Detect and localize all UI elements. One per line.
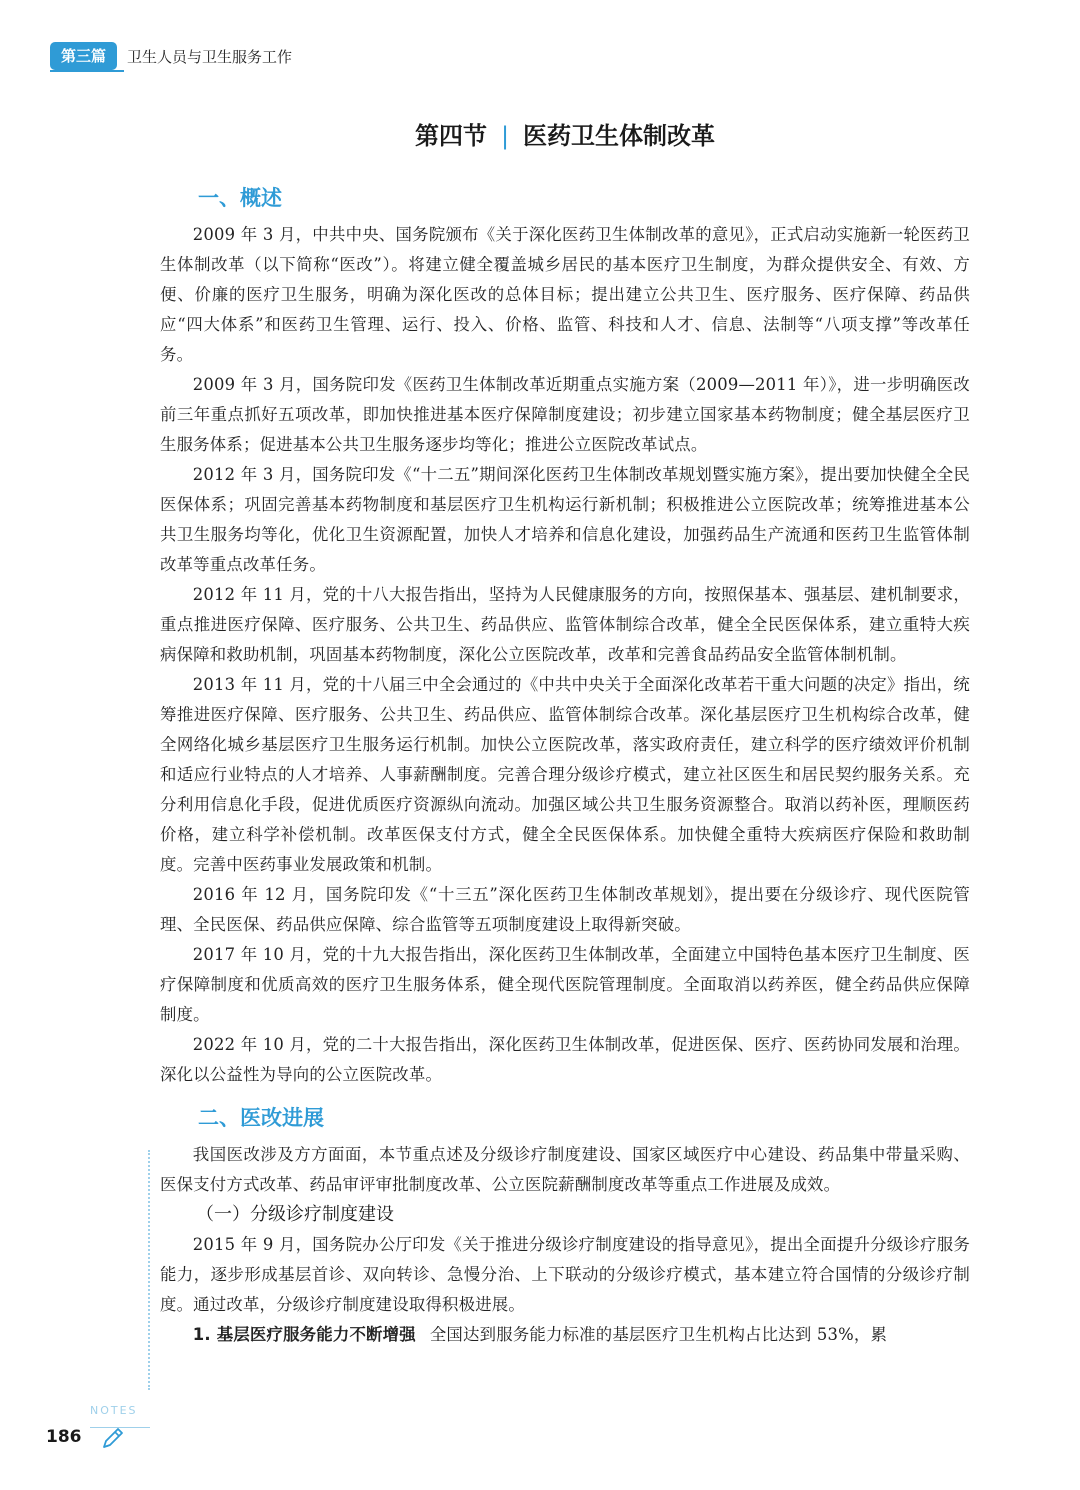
- heading-progress: 二、医改进展: [198, 1106, 324, 1130]
- page-number: 186: [46, 1427, 82, 1447]
- section-name: 医药卫生体制改革: [523, 122, 716, 150]
- point-heading: 1. 基层医疗服务能力不断增强: [192, 1325, 416, 1344]
- part-title: 卫生人员与卫生服务工作: [127, 47, 293, 66]
- title-separator: |: [500, 122, 510, 150]
- paragraph: 2009 年 3 月，中共中央、国务院颁布《关于深化医药卫生体制改革的意见》，正式启动实施新一轮医药卫生体制改革（以下简称“医改”）。将建立健全覆盖城乡居民的基本医疗卫生制度，为群众提供安全、有效、方便、价廉的医疗卫生服务，明确为深化医改的总体目标；提出建立公共卫生、医疗服务、医疗保障、药品供应“四大体系”和医药卫生管理、运行、投入、价格、监管、科技和人才、信息、法制等“八项支撑”等改革任务。: [160, 225, 970, 364]
- subheading-tiered-care: （一）分级诊疗制度建设: [196, 1204, 394, 1225]
- section-title: [0, 116, 1080, 151]
- paragraph: 2015 年 9 月，国务院办公厅印发《关于推进分级诊疗制度建设的指导意见》，提出全面提升分级诊疗服务能力，逐步形成基层首诊、双向转诊、急慢分治、上下联动的分级诊疗模式，基本建立符合国情的分级诊疗制度。通过改革，分级诊疗制度建设取得积极进展。: [160, 1235, 970, 1314]
- notes-label: NOTES: [90, 1404, 138, 1417]
- paragraph: 2009 年 3 月，国务院印发《医药卫生体制改革近期重点实施方案（2009—2011 年）》，进一步明确医改前三年重点抓好五项改革，即加快推进基本医疗保障制度建设；初步建立国家基本药物制度；健全基层医疗卫生服务体系；促进基本公共卫生服务逐步均等化；推进公立医院改革试点。: [160, 375, 970, 454]
- page-body: [160, 178, 970, 1350]
- paragraph: 2012 年 11 月，党的十八大报告指出，坚持为人民健康服务的方向，按照保基本、强基层、建机制要求，重点推进医疗保障、医疗服务、公共卫生、药品供应、监管体制综合改革，健全全民医保体系，建立重特大疾病保障和救助机制，巩固基本药物制度，深化公立医院改革，改革和完善食品药品安全监管体制机制。: [160, 585, 970, 664]
- paragraph: 我国医改涉及方方面面，本节重点述及分级诊疗制度建设、国家区域医疗中心建设、药品集中带量采购、医保支付方式改革、药品审评审批制度改革、公立医院薪酬制度改革等重点工作进展及成效。: [160, 1145, 970, 1194]
- paragraph: 2016 年 12 月，国务院印发《“十三五”深化医药卫生体制改革规划》，提出要在分级诊疗、现代医院管理、全民医保、药品供应保障、综合监管等五项制度建设上取得新突破。: [160, 885, 970, 934]
- paragraph: 2013 年 11 月，党的十八届三中全会通过的《中共中央关于全面深化改革若干重大问题的决定》指出，统筹推进医疗保障、医疗服务、公共卫生、药品供应、监管体制综合改革。深化基层医疗卫生机构综合改革，健全网络化城乡基层医疗卫生服务运行机制。加快公立医院改革，落实政府责任，建立科学的医疗绩效评价机制和适应行业特点的人才培养、人事薪酬制度。完善合理分级诊疗模式，建立社区医生和居民契约服务关系。充分利用信息化手段，促进优质医疗资源纵向流动。加强区域公共卫生服务资源整合。取消以药补医，理顺医药价格，建立科学补偿机制。改革医保支付方式，健全全民医保体系。加快健全重特大疾病医疗保险和救助制度。完善中医药事业发展政策和机制。: [160, 675, 970, 874]
- paragraph: 2017 年 10 月，党的十九大报告指出，深化医药卫生体制改革，全面建立中国特色基本医疗卫生制度、医疗保障制度和优质高效的医疗卫生服务体系，健全现代医院管理制度。全面取消以药养医，健全药品供应保障制度。: [160, 945, 970, 1024]
- point-text: 全国达到服务能力标准的基层医疗卫生机构占比达到 53%，累: [429, 1325, 888, 1344]
- paragraph: 2022 年 10 月，党的二十大报告指出，深化医药卫生体制改革，促进医保、医疗、医药协同发展和治理。深化以公益性为导向的公立医院改革。: [160, 1035, 970, 1084]
- section-number: 第四节: [414, 122, 487, 150]
- paragraph-point: [160, 1320, 970, 1350]
- margin-dotted-line: [148, 1150, 150, 1390]
- heading-overview: 一、概述: [198, 186, 282, 210]
- header-rule: [50, 70, 124, 72]
- pencil-icon: [100, 1425, 126, 1451]
- part-badge: 第三篇: [50, 42, 117, 70]
- paragraph: 2012 年 3 月，国务院印发《“十二五”期间深化医药卫生体制改革规划暨实施方案》，提出要加快健全全民医保体系；巩固完善基本药物制度和基层医疗卫生机构运行新机制；积极推进公立医院改革；统筹推进基本公共卫生服务均等化，优化卫生资源配置，加快人才培养和信息化建设，加强药品生产流通和医药卫生监管体制改革等重点改革任务。: [160, 465, 970, 574]
- running-header: [50, 42, 292, 70]
